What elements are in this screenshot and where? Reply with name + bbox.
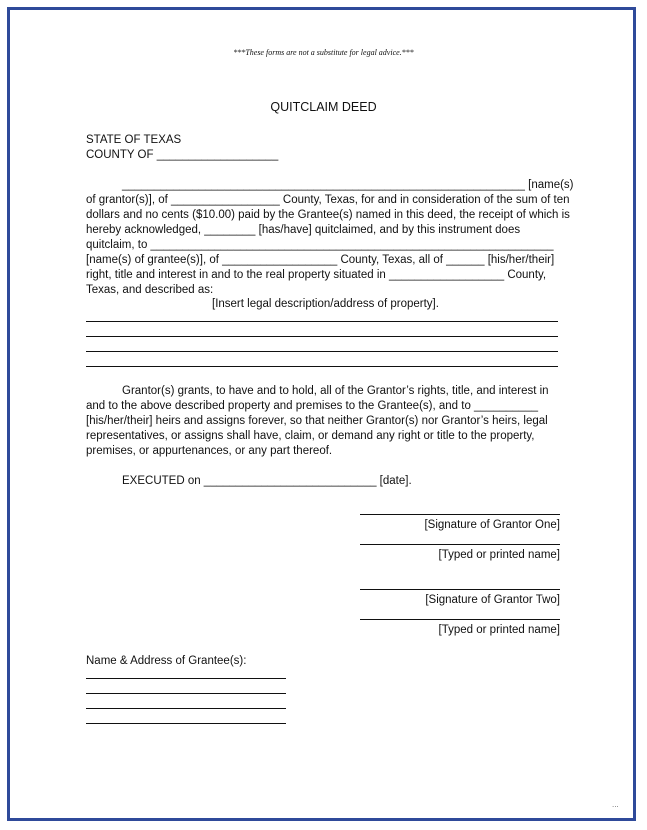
p1-line-6: [name(s) of grantee(s)], of __________________ County, Texas, all of ______ [his/her/their]: [86, 254, 555, 266]
description-blank-line: [86, 351, 558, 352]
document-title: QUITCLAIM DEED: [270, 100, 377, 114]
p1-line-8: Texas, and described as:: [86, 284, 214, 296]
p1-line-5: quitclaim, to _______________________________________________________________: [86, 239, 554, 251]
p2-line-5: premises, or appurtenances, or any part thereof.: [86, 445, 333, 457]
grantee-address-line: [86, 708, 286, 709]
county-line: COUNTY OF ___________________: [86, 149, 279, 161]
signature-grantor-one-label: [Signature of Grantor One]: [424, 519, 560, 531]
p1-line-2: of grantor(s)], of _________________ County, Texas, for and in consideration of the sum of ten: [86, 194, 570, 206]
executed-line: EXECUTED on ___________________________ [date].: [122, 475, 412, 487]
p2-line-3: [his/her/their] heirs and assigns forever, so that neither Grantor(s) nor Grantor’s heirs, legal: [86, 415, 548, 427]
typed-name-label-2: [Typed or printed name]: [438, 624, 560, 636]
signature-line: [360, 589, 560, 590]
disclaimer: ***These forms are not a substitute for legal advice.***: [233, 48, 414, 57]
grantee-address-line: [86, 693, 286, 694]
p1-line-1: _______________________________________________________________ [name(s): [122, 179, 574, 191]
typed-name-line: [360, 544, 560, 545]
grantee-label: Name & Address of Grantee(s):: [86, 655, 247, 667]
typed-name-label-1: [Typed or printed name]: [438, 549, 560, 561]
description-blank-line: [86, 321, 558, 322]
grantee-address-line: [86, 723, 286, 724]
signature-line: [360, 514, 560, 515]
description-blank-line: [86, 336, 558, 337]
p1-line-3: dollars and no cents ($10.00) paid by the Grantee(s) named in this deed, the receipt of which is: [86, 209, 570, 221]
p2-line-2: and to the above described property and premises to the Grantee(s), and to __________: [86, 400, 538, 412]
p2-line-4: representatives, or assigns shall have, claim, or demand any right or title to the property,: [86, 430, 535, 442]
p1-line-7: right, title and interest in and to the real property situated in __________________ County,: [86, 269, 547, 281]
grantee-address-line: [86, 678, 286, 679]
signature-grantor-two-label: [Signature of Grantor Two]: [425, 594, 560, 606]
insert-legal-description: [Insert legal description/address of property].: [212, 298, 439, 310]
description-blank-line: [86, 366, 558, 367]
p1-line-4: hereby acknowledged, ________ [has/have] quitclaimed, and by this instrument does: [86, 224, 521, 236]
p2-line-1: Grantor(s) grants, to have and to hold, all of the Grantor’s rights, title, and interest in: [122, 385, 549, 397]
footer-mark: ...: [612, 800, 619, 809]
typed-name-line: [360, 619, 560, 620]
state-line: STATE OF TEXAS: [86, 134, 182, 146]
